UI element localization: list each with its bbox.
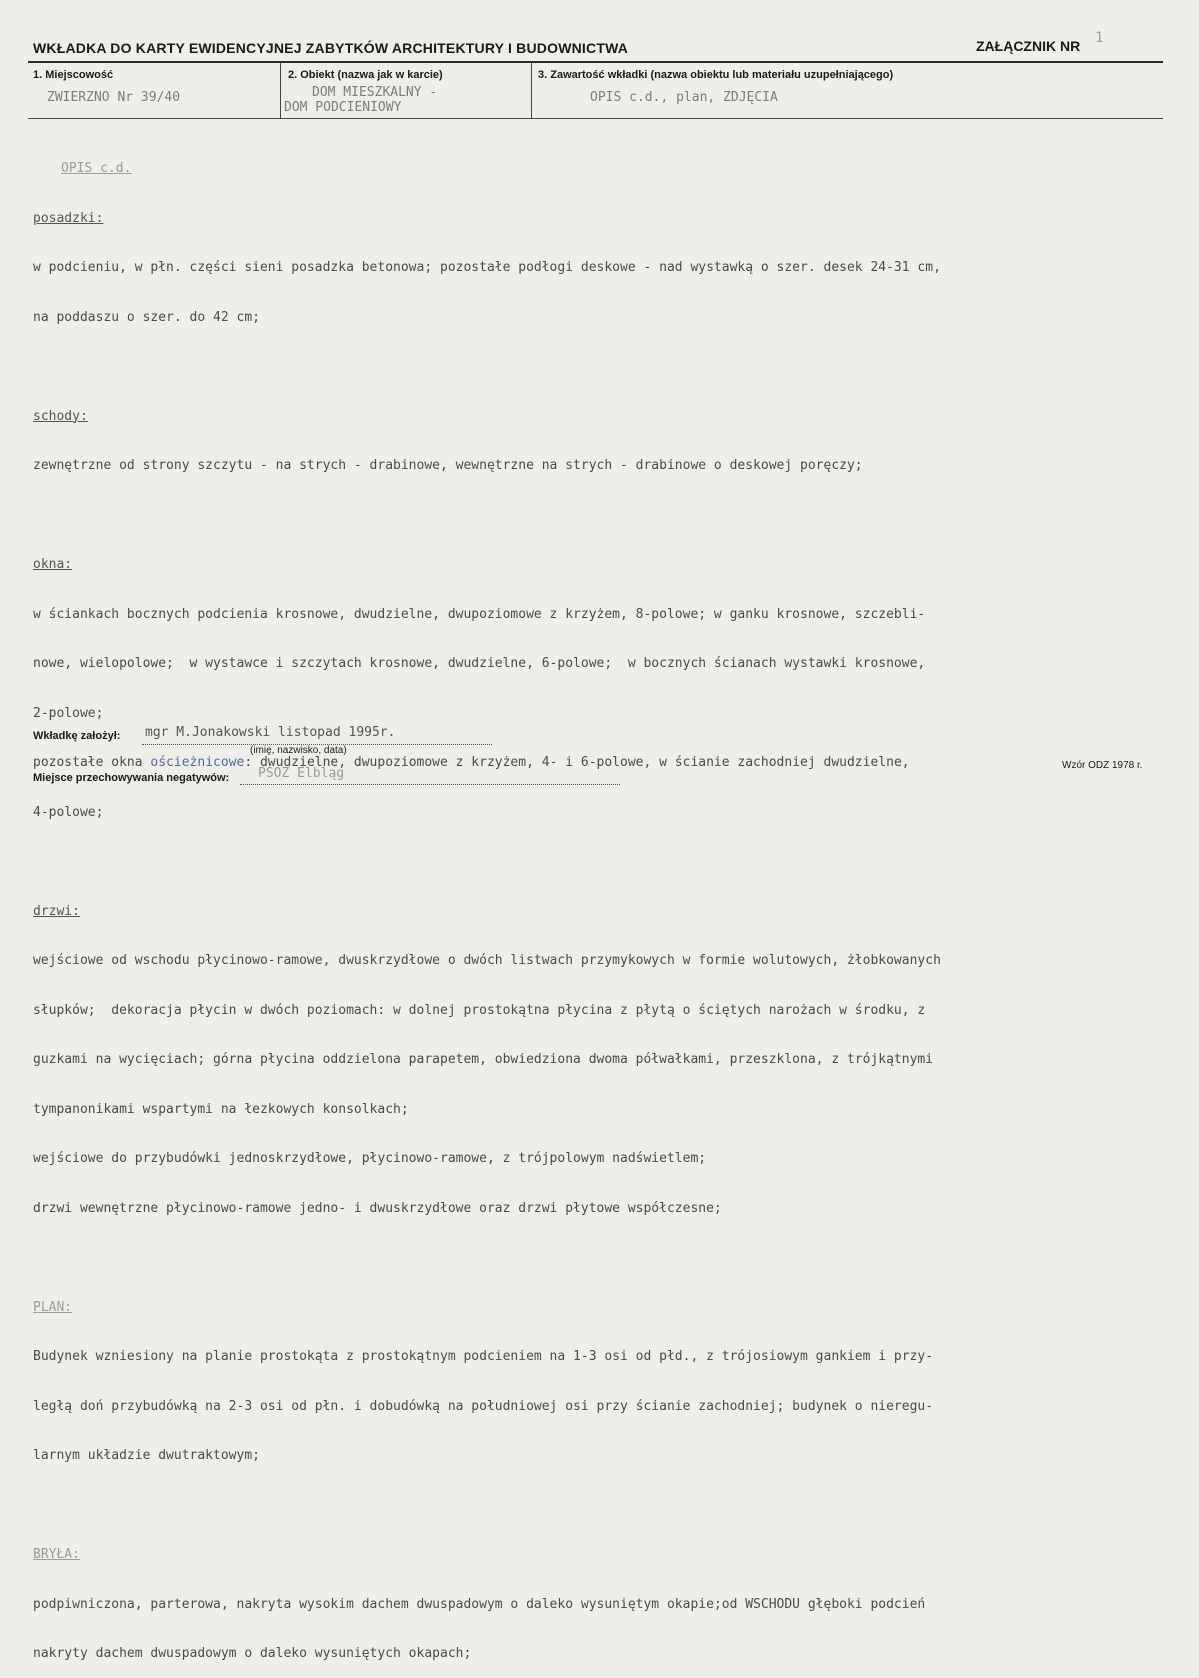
negatives-location-value: PSOZ Elbląg xyxy=(258,766,345,781)
text-line: guzkami na wycięciach; górna płycina oddzielona parapetem, obwiedziona dwoma półwałkami, przeszklona, z trójkątnymi xyxy=(33,1052,934,1067)
text-line: zewnętrzne od strony szczytu - na strych - drabinowe, wewnętrzne na strych - drabinowe o deskowej poręczy; xyxy=(33,458,863,473)
object-value-line-1: DOM MIESZKALNY - xyxy=(312,85,438,100)
attachment-number: 1 xyxy=(1095,30,1104,46)
section-heading-windows: okna: xyxy=(33,557,73,572)
text-line: w ściankach bocznych podcienia krosnowe, dwudzielne, dwupoziomowe z krzyżem, 8-polowe; w ganku krosnowe, szczebli- xyxy=(33,606,926,622)
text-line: w podcieniu, w płn. części sieni posadzka betonowa; pozostałe podłogi deskowe - nad wystawką o szer. desek 24-31 cm, xyxy=(33,260,941,275)
text-line: pozostałe okna ościeżnicowe: dwudzielne, dwupoziomowe z krzyżem, 4- i 6-polowe, w ścianie zachodniej dwudzielne, xyxy=(33,755,910,770)
top-rule xyxy=(28,61,1163,63)
created-by-value: mgr M.Jonakowski listopad 1995r. xyxy=(145,725,396,740)
contents-value: OPIS c.d., plan, ZDJĘCIA xyxy=(590,90,778,105)
text-line: wejściowe od wschodu płycinowo-ramowe, dwuskrzydłowe o dwóch listwach przymykowych w formie wolutowych, żłobkowanych xyxy=(33,953,941,968)
created-by-hint: (imię, nazwisko, data) xyxy=(250,745,347,756)
attachment-label: ZAŁĄCZNIK NR xyxy=(976,38,1081,54)
section-heading-doors: drzwi: xyxy=(33,903,80,919)
text-line: 2-polowe; xyxy=(33,705,104,721)
object-label: 2. Obiekt (nazwa jak w karcie) xyxy=(288,69,443,81)
text-line: nakryty dachem dwuspadowym o daleko wysuniętych okapach; xyxy=(33,1646,472,1661)
text-line: larnym układzie dwutraktowym; xyxy=(33,1448,260,1463)
section-heading-stairs: schody: xyxy=(33,408,88,424)
text-line: 4-polowe; xyxy=(33,804,104,820)
text-line: nowe, wielopolowe; w wystawce i szczytach krosnowe, dwudzielne, 6-polowe; w bocznych ścianach wystawki krosnowe, xyxy=(33,656,926,671)
object-value-line-2: DOM PODCIENIOWY xyxy=(284,100,402,115)
section-heading-floors: posadzki: xyxy=(33,210,104,226)
negatives-dotted-line xyxy=(240,784,620,785)
created-by-label: Wkładkę założył: xyxy=(33,730,121,742)
field-divider-2 xyxy=(531,62,532,119)
text-line: Budynek wzniesiony na planie prostokąta z prostokątnym podcieniem na 1-3 osi od płd., z trójosiowym gankiem i przy- xyxy=(33,1349,934,1364)
text-line: drzwi wewnętrzne płycinowo-ramowe jedno- i dwuskrzydłowe oraz drzwi płytowe współczesne; xyxy=(33,1200,722,1216)
section-heading-plan: PLAN: xyxy=(33,1299,73,1315)
text-line: na poddaszu o szer. do 42 cm; xyxy=(33,309,260,325)
locality-value: ZWIERZNO Nr 39/40 xyxy=(47,90,181,105)
section-heading-massing: BRYŁA: xyxy=(33,1547,80,1562)
highlighted-word: ościeżnicowe xyxy=(150,755,245,770)
fields-bottom-rule xyxy=(28,118,1163,119)
form-reference: Wzór ODZ 1978 r. xyxy=(1062,760,1143,771)
negatives-location-label: Miejsce przechowywania negatywów: xyxy=(33,772,230,784)
text-line: ległą doń przybudówką na 2-3 osi od płn. i dobudówką na południowej osi przy ścianie zachodniej; budynek o nieregu- xyxy=(33,1398,934,1414)
description-body xyxy=(33,129,1193,1678)
text-line: tympanonikami wspartymi na łezkowych konsolkach; xyxy=(33,1101,409,1117)
text-line: słupków; dekoracja płycin w dwóch poziomach: w dolnej prostokątna płycina z płytą o ściętych narożach w środku, z xyxy=(33,1002,926,1018)
contents-label: 3. Zawartość wkładki (nazwa obiektu lub materiału uzupełniającego) xyxy=(538,69,894,81)
section-heading-opis: OPIS c.d. xyxy=(61,161,132,176)
field-divider-1 xyxy=(280,62,281,119)
text-line: podpiwniczona, parterowa, nakryta wysokim dachem dwuspadowym o daleko wysuniętym okapie;od WSCHODU głęboki podcień xyxy=(33,1596,926,1612)
text-line: wejściowe do przybudówki jednoskrzydłowe, płycinowo-ramowe, z trójpolowym nadświetlem; xyxy=(33,1151,707,1166)
form-title: WKŁADKA DO KARTY EWIDENCYJNEJ ZABYTKÓW ARCHITEKTURY I BUDOWNICTWA xyxy=(33,40,629,56)
locality-label: 1. Miejscowość xyxy=(33,69,114,81)
